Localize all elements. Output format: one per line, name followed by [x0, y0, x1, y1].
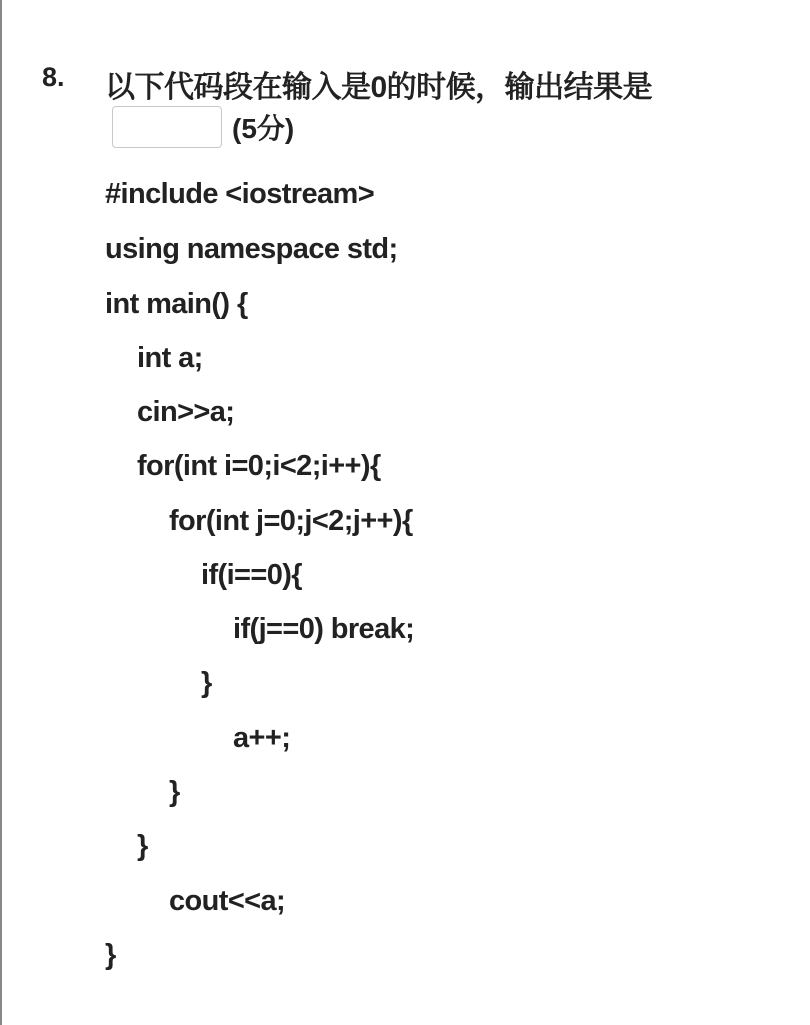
code-line: if(i==0){ — [201, 559, 302, 591]
code-line: cin>>a; — [137, 396, 235, 428]
code-line: } — [201, 667, 212, 699]
code-line: int a; — [137, 342, 203, 374]
code-line: } — [105, 939, 116, 971]
answer-input[interactable] — [112, 106, 222, 148]
code-line: for(int j=0;j<2;j++){ — [169, 505, 413, 537]
code-line: int main() { — [105, 288, 248, 320]
score-label: (5分) — [232, 113, 295, 144]
code-line: } — [169, 776, 180, 808]
answer-row — [112, 106, 294, 148]
question-text: 以下代码段在输入是0的时候，输出结果是 — [105, 71, 653, 104]
question-number: 8. — [42, 62, 65, 92]
code-line: if(j==0) break; — [233, 613, 415, 645]
code-line: } — [137, 830, 148, 862]
page-left-border — [0, 0, 2, 1025]
code-line: #include <iostream> — [105, 178, 375, 210]
code-line: cout<<a; — [169, 885, 286, 917]
code-line: using namespace std; — [105, 233, 398, 265]
code-line: a++; — [233, 722, 291, 754]
code-line: for(int i=0;i<2;i++){ — [137, 450, 381, 482]
